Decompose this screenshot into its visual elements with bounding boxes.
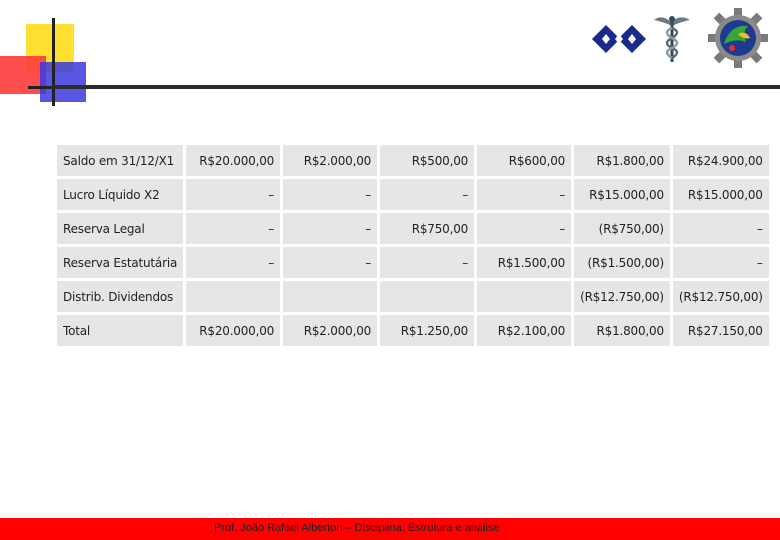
- table-row: [57, 281, 769, 312]
- table-cell: [380, 281, 474, 312]
- table-cell: R$2.100,00: [477, 315, 571, 346]
- table-cell: R$15.000,00: [574, 179, 670, 210]
- table-cell: –: [380, 247, 474, 278]
- table-cell: –: [673, 247, 769, 278]
- table-cell: R$1.500,00: [477, 247, 571, 278]
- table-row: [57, 213, 769, 244]
- table-cell: [186, 281, 280, 312]
- table-cell: R$750,00: [380, 213, 474, 244]
- table-cell: (R$12.750,00): [673, 281, 769, 312]
- row-label: Saldo em 31/12/X1: [57, 145, 183, 176]
- table-cell: [283, 281, 377, 312]
- table-row: [57, 247, 769, 278]
- table-cell: (R$750,00): [574, 213, 670, 244]
- diamond-logo-icon: [590, 22, 648, 56]
- table-cell: –: [283, 247, 377, 278]
- table-cell: –: [186, 247, 280, 278]
- table-row: [57, 179, 769, 210]
- table-cell: R$1.800,00: [574, 145, 670, 176]
- table-row: [57, 315, 769, 346]
- table-cell: –: [380, 179, 474, 210]
- table-cell: R$20.000,00: [186, 315, 280, 346]
- row-label: Distrib. Dividendos: [57, 281, 183, 312]
- header-rule: [52, 85, 780, 89]
- table-row: [57, 145, 769, 176]
- row-label: Reserva Estatutária: [57, 247, 183, 278]
- table-cell: R$1.800,00: [574, 315, 670, 346]
- table-cell: R$15.000,00: [673, 179, 769, 210]
- row-label: Total: [57, 315, 183, 346]
- blue-square: [40, 62, 86, 102]
- footer-bar: [0, 518, 780, 540]
- table-cell: –: [283, 213, 377, 244]
- row-label: Lucro Líquido X2: [57, 179, 183, 210]
- table-cell: –: [186, 179, 280, 210]
- table-cell: R$20.000,00: [186, 145, 280, 176]
- row-label: Reserva Legal: [57, 213, 183, 244]
- gear-logo-icon: [708, 8, 768, 68]
- caduceus-logo-icon: [652, 12, 692, 64]
- footer-text: Prof. João Rafael Alberton – Disciplina: Estrutura e análise: [214, 522, 500, 534]
- table-cell: R$2.000,00: [283, 315, 377, 346]
- table-cell: [477, 281, 571, 312]
- table-cell: R$1.250,00: [380, 315, 474, 346]
- table-cell: R$27.150,00: [673, 315, 769, 346]
- table-cell: –: [477, 179, 571, 210]
- table-cell: –: [477, 213, 571, 244]
- corner-squares-logo: [0, 0, 110, 110]
- table-cell: –: [673, 213, 769, 244]
- table-cell: –: [186, 213, 280, 244]
- table-cell: –: [283, 179, 377, 210]
- vertical-line: [52, 18, 55, 106]
- table-cell: (R$1.500,00): [574, 247, 670, 278]
- header-logos: [590, 8, 780, 68]
- balance-table: [54, 142, 772, 349]
- table-cell: R$500,00: [380, 145, 474, 176]
- table-cell: R$24.900,00: [673, 145, 769, 176]
- table-cell: (R$12.750,00): [574, 281, 670, 312]
- table-cell: R$2.000,00: [283, 145, 377, 176]
- table-cell: R$600,00: [477, 145, 571, 176]
